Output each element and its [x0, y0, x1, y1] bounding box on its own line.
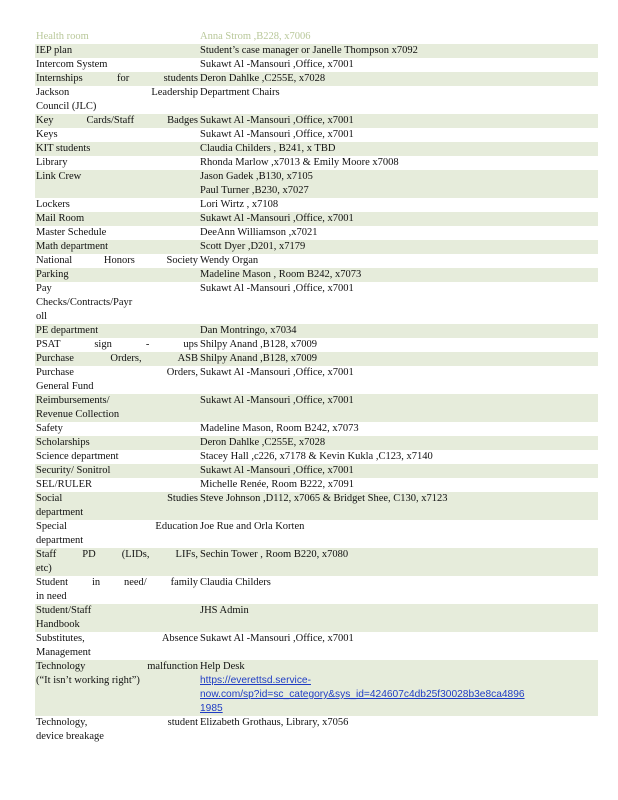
- service-label: Scholarships: [36, 437, 90, 448]
- service-cell: [35, 422, 198, 436]
- service-label: Purchase Orders, ASB: [36, 353, 198, 364]
- service-cell: [35, 716, 198, 744]
- contact-cell: [198, 254, 598, 268]
- service-label: Link Crew: [36, 171, 82, 182]
- contact-cell: [198, 86, 598, 114]
- service-cell: [35, 520, 198, 548]
- directory-row: [35, 632, 598, 660]
- service-cell: [35, 366, 198, 394]
- contact-text: Sukawt Al -Mansouri ,Office, x7001: [200, 633, 354, 644]
- service-cell: [35, 72, 198, 86]
- service-cell: [35, 226, 198, 240]
- contact-text: Lori Wirtz , x7108: [200, 199, 279, 210]
- contact-text: Sukawt Al -Mansouri ,Office, x7001: [200, 129, 354, 140]
- directory-row: [35, 324, 598, 338]
- directory-row: [35, 366, 598, 394]
- help-desk-link[interactable]: https://everettsd.service-: [200, 675, 311, 686]
- contact-text: Department Chairs: [200, 87, 280, 98]
- service-label: Safety: [36, 423, 63, 434]
- directory-row: [35, 604, 598, 632]
- contact-text: Student’s case manager or Janelle Thompson x7092: [200, 45, 418, 56]
- service-label: Staff PD (LIDs, LIFs,: [36, 549, 198, 560]
- service-label: oll: [36, 311, 48, 322]
- contact-cell: [198, 366, 598, 394]
- service-label: Science department: [36, 451, 119, 462]
- contact-cell: [198, 394, 598, 422]
- directory-row: [35, 212, 598, 226]
- contact-text: Sukawt Al -Mansouri ,Office, x7001: [200, 213, 354, 224]
- directory-row: [35, 436, 598, 450]
- contact-cell: [198, 72, 598, 86]
- service-label: SEL/RULER: [36, 479, 93, 490]
- service-label: Lockers: [36, 199, 70, 210]
- directory-row: [35, 226, 598, 240]
- directory-row: [35, 352, 598, 366]
- service-cell: [35, 198, 198, 212]
- service-label: Master Schedule: [36, 227, 107, 238]
- contact-text: Sukawt Al -Mansouri ,Office, x7001: [200, 465, 354, 476]
- service-cell: [35, 240, 198, 254]
- contact-cell: [198, 324, 598, 338]
- contact-cell: [198, 268, 598, 282]
- contact-cell: [198, 450, 598, 464]
- service-label: Reimbursements/: [36, 395, 110, 406]
- contact-cell: [198, 548, 598, 576]
- directory-row: [35, 240, 598, 254]
- contact-text: Rhonda Marlow ,x7013 & Emily Moore x7008: [200, 157, 399, 168]
- service-label: Handbook: [36, 619, 80, 630]
- service-label: IEP plan: [36, 45, 73, 56]
- service-label: department: [36, 535, 84, 546]
- contact-cell: [198, 492, 598, 520]
- service-cell: [35, 632, 198, 660]
- directory-row: [35, 548, 598, 576]
- directory-row: [35, 450, 598, 464]
- contact-cell: [198, 44, 598, 58]
- directory-row: [35, 422, 598, 436]
- directory-row: [35, 478, 598, 492]
- service-cell: [35, 282, 198, 324]
- contact-text: JHS Admin: [200, 605, 249, 616]
- service-label: Student in need/ family: [36, 577, 198, 588]
- service-cell: [35, 142, 198, 156]
- service-cell: [35, 464, 198, 478]
- directory-row: [35, 156, 598, 170]
- contact-text: Paul Turner ,B230, x7027: [200, 185, 309, 196]
- contact-text: Jason Gadek ,B130, x7105: [200, 171, 313, 182]
- directory-row: [35, 114, 598, 128]
- service-cell: [35, 156, 198, 170]
- contact-text: Steve Johnson ,D112, x7065 & Bridget Shee, C130, x7123: [200, 493, 448, 504]
- contact-text: Sechin Tower , Room B220, x7080: [200, 549, 349, 560]
- service-cell: [35, 58, 198, 72]
- directory-row: [35, 198, 598, 212]
- contact-text: Stacey Hall ,c226, x7178 & Kevin Kukla ,C123, x7140: [200, 451, 433, 462]
- service-label: Math department: [36, 241, 109, 252]
- directory-row: [35, 58, 598, 72]
- service-label: Management: [36, 647, 91, 658]
- service-label: Checks/Contracts/Payr: [36, 297, 133, 308]
- contact-text: Elizabeth Grothaus, Library, x7056: [200, 717, 349, 728]
- contact-text: Madeline Mason, Room B242, x7073: [200, 423, 359, 434]
- service-label: Technology, student: [36, 717, 198, 728]
- service-label: KIT students: [36, 143, 91, 154]
- directory-row: [35, 282, 598, 324]
- service-label: Social Studies: [36, 493, 198, 504]
- service-label: Mail Room: [36, 213, 85, 224]
- service-label: Substitutes, Absence: [36, 633, 198, 644]
- contact-cell: [198, 198, 598, 212]
- contact-cell: [198, 604, 598, 632]
- contact-text: Michelle Renée, Room B222, x7091: [200, 479, 354, 490]
- directory-row: [35, 576, 598, 604]
- contact-cell: [198, 478, 598, 492]
- directory-row: [35, 142, 598, 156]
- directory-row: [35, 492, 598, 520]
- contact-text: Deron Dahlke ,C255E, x7028: [200, 437, 326, 448]
- service-label: Key Cards/Staff Badges: [36, 115, 198, 126]
- service-label: Intercom System: [36, 59, 108, 70]
- contact-text: DeeAnn Williamson ,x7021: [200, 227, 318, 238]
- service-label: Purchase Orders,: [36, 367, 198, 378]
- contact-text: Dan Montringo, x7034: [200, 325, 297, 336]
- contact-text: Claudia Childers: [200, 577, 271, 588]
- contact-cell: [198, 142, 598, 156]
- contact-cell: [198, 338, 598, 352]
- contact-cell: [198, 632, 598, 660]
- directory-row: [35, 128, 598, 142]
- contact-cell: [198, 170, 598, 198]
- contact-cell: [198, 716, 598, 744]
- service-label: Technology malfunction: [36, 661, 198, 672]
- service-label: General Fund: [36, 381, 94, 392]
- contact-cell: [198, 660, 598, 716]
- contact-cell: [198, 352, 598, 366]
- service-cell: [35, 44, 198, 58]
- service-label: Keys: [36, 129, 58, 140]
- help-desk-link[interactable]: now.com/sp?id=sc_category&sys_id=424607c4db25f30028b3e8ca4896: [200, 689, 525, 700]
- contact-text: Sukawt Al -Mansouri ,Office, x7001: [200, 115, 354, 126]
- service-label: device breakage: [36, 731, 104, 742]
- directory-row: [35, 86, 598, 114]
- service-label: Health room: [36, 31, 89, 42]
- contact-cell: [198, 212, 598, 226]
- directory-row: [35, 268, 598, 282]
- service-label: Parking: [36, 269, 69, 280]
- contact-cell: [198, 520, 598, 548]
- service-cell: [35, 436, 198, 450]
- contact-text: Anna Strom ,B228, x7006: [200, 31, 311, 42]
- directory-row: [35, 170, 598, 198]
- service-cell: [35, 394, 198, 422]
- contact-text: Madeline Mason , Room B242, x7073: [200, 269, 362, 280]
- service-label: Internships for students: [36, 73, 198, 84]
- directory-row: [35, 44, 598, 58]
- directory-table: [35, 30, 598, 744]
- directory-row: [35, 660, 598, 716]
- contact-text: Sukawt Al -Mansouri ,Office, x7001: [200, 59, 354, 70]
- contact-cell: [198, 436, 598, 450]
- service-cell: [35, 268, 198, 282]
- service-label: National Honors Society: [36, 255, 198, 266]
- service-cell: [35, 86, 198, 114]
- contact-text: Sukawt Al -Mansouri ,Office, x7001: [200, 283, 354, 294]
- service-cell: [35, 212, 198, 226]
- directory-row: [35, 254, 598, 268]
- service-cell: [35, 576, 198, 604]
- service-label: Library: [36, 157, 68, 168]
- service-label: Jackson Leadership: [36, 87, 198, 98]
- contact-text: Scott Dyer ,D201, x7179: [200, 241, 306, 252]
- service-cell: [35, 450, 198, 464]
- service-label: department: [36, 507, 84, 518]
- contact-cell: [198, 30, 598, 44]
- contact-cell: [198, 114, 598, 128]
- contact-text: Claudia Childers , B241, x TBD: [200, 143, 336, 154]
- service-label: etc): [36, 563, 52, 574]
- contact-text: Wendy Organ: [200, 255, 259, 266]
- service-cell: [35, 338, 198, 352]
- service-label: Security/ Sonitrol: [36, 465, 111, 476]
- service-label: Special Education: [36, 521, 198, 532]
- contact-cell: [198, 422, 598, 436]
- contact-text: Sukawt Al -Mansouri ,Office, x7001: [200, 395, 354, 406]
- directory-row: [35, 72, 598, 86]
- contact-cell: [198, 576, 598, 604]
- contact-cell: [198, 128, 598, 142]
- service-cell: [35, 604, 198, 632]
- service-cell: [35, 114, 198, 128]
- contact-text: Joe Rue and Orla Korten: [200, 521, 305, 532]
- directory-row: [35, 394, 598, 422]
- contact-text: Help Desk: [200, 661, 245, 672]
- service-cell: [35, 492, 198, 520]
- contact-cell: [198, 58, 598, 72]
- contact-cell: [198, 156, 598, 170]
- contact-cell: [198, 282, 598, 324]
- service-label: Revenue Collection: [36, 409, 120, 420]
- service-cell: [35, 254, 198, 268]
- help-desk-link[interactable]: 1985: [200, 703, 223, 714]
- service-label: PSAT sign - ups: [36, 339, 198, 350]
- service-label: Pay: [36, 283, 52, 294]
- contact-cell: [198, 464, 598, 478]
- service-label: (“It isn’t working right”): [36, 675, 140, 686]
- contact-text: Shilpy Anand ,B128, x7009: [200, 339, 317, 350]
- directory-row: [35, 520, 598, 548]
- service-label: Council (JLC): [36, 101, 97, 112]
- service-cell: [35, 548, 198, 576]
- service-label: in need: [36, 591, 67, 602]
- service-cell: [35, 352, 198, 366]
- directory-row: [35, 464, 598, 478]
- service-cell: [35, 324, 198, 338]
- directory-row: [35, 716, 598, 744]
- service-cell: [35, 128, 198, 142]
- contact-cell: [198, 240, 598, 254]
- directory-row: [35, 338, 598, 352]
- service-cell: [35, 660, 198, 716]
- contact-cell: [198, 226, 598, 240]
- contact-text: Deron Dahlke ,C255E, x7028: [200, 73, 326, 84]
- contact-text: Shilpy Anand ,B128, x7009: [200, 353, 317, 364]
- service-cell: [35, 30, 198, 44]
- service-label: Student/Staff: [36, 605, 92, 616]
- service-cell: [35, 170, 198, 198]
- directory-row: [35, 30, 598, 44]
- service-label: PE department: [36, 325, 99, 336]
- service-cell: [35, 478, 198, 492]
- contact-text: Sukawt Al -Mansouri ,Office, x7001: [200, 367, 354, 378]
